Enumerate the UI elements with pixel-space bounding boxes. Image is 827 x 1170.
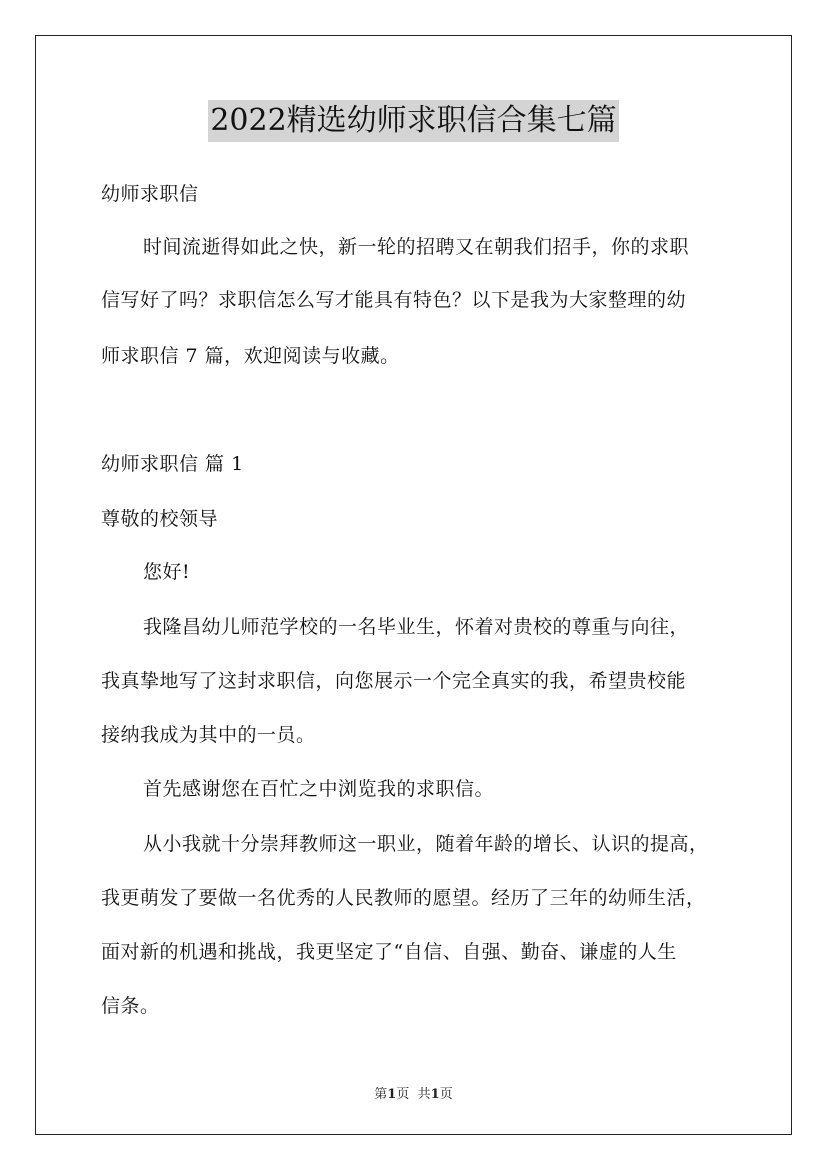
page-footer bbox=[0, 1083, 827, 1102]
paragraph-line: 时间流逝得如此之快，新一轮的招聘又在朝我们招手，你的求职 bbox=[143, 236, 690, 258]
section-heading: 幼师求职信 篇 1 bbox=[101, 453, 244, 475]
greeting: 您好! bbox=[143, 561, 191, 583]
title-container bbox=[0, 100, 827, 142]
paragraph-line: 信条。 bbox=[101, 995, 160, 1017]
section-heading: 幼师求职信 bbox=[101, 183, 199, 205]
footer-page-prefix: 第 bbox=[374, 1087, 388, 1102]
footer-page-suffix: 页 bbox=[396, 1087, 410, 1102]
footer-total-prefix: 共 bbox=[417, 1087, 431, 1102]
footer-total-suffix: 页 bbox=[439, 1087, 453, 1102]
paragraph-line: 面对新的机遇和挑战，我更坚定了“自信、自强、勤奋、谦虚的人生 bbox=[101, 941, 677, 963]
paragraph-line: 我隆昌幼儿师范学校的一名毕业生，怀着对贵校的尊重与向往， bbox=[143, 616, 690, 638]
paragraph-line: 接纳我成为其中的一员。 bbox=[101, 724, 316, 746]
paragraph-line: 信写好了吗？求职信怎么写才能具有特色？以下是我为大家整理的幼 bbox=[101, 289, 687, 311]
paragraph-line: 首先感谢您在百忙之中浏览我的求职信。 bbox=[143, 778, 495, 800]
salutation: 尊敬的校领导 bbox=[101, 508, 219, 530]
footer-total-number: 1 bbox=[430, 1087, 440, 1102]
paragraph-line: 我更萌发了要做一名优秀的人民教师的愿望。经历了三年的幼师生活， bbox=[101, 887, 706, 909]
document-title: 2022精选幼师求职信合集七篇 bbox=[208, 100, 618, 142]
footer-page-number: 1 bbox=[387, 1087, 397, 1102]
paragraph-line: 师求职信 7 篇，欢迎阅读与收藏。 bbox=[101, 345, 400, 367]
paragraph-line: 从小我就十分崇拜教师这一职业，随着年龄的增长、认识的提高， bbox=[143, 833, 709, 855]
paragraph-line: 我真挚地写了这封求职信，向您展示一个完全真实的我，希望贵校能 bbox=[101, 670, 687, 692]
